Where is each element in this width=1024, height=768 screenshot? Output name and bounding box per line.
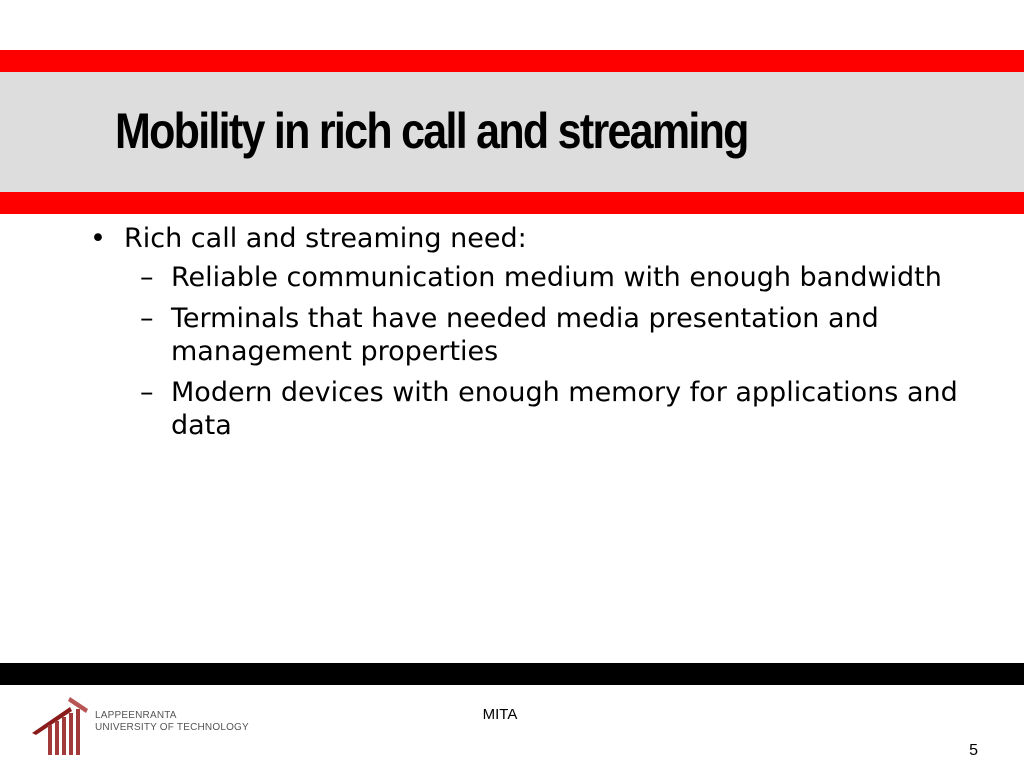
page-number: 5 xyxy=(969,742,978,759)
logo-line-2: UNIVERSITY OF TECHNOLOGY xyxy=(95,722,249,733)
sub-bullet-item xyxy=(90,376,970,442)
lappeenranta-logo-icon xyxy=(30,695,90,759)
sub-bullet-text: Reliable communication medium with enough bandwidth xyxy=(171,262,942,293)
bullet-text: Rich call and streaming need: xyxy=(124,223,527,254)
slide-title: Mobility in rich call and streaming xyxy=(115,103,748,159)
sub-bullet-text: Modern devices with enough memory for applications and data xyxy=(171,377,958,441)
sub-bullet-marker: – xyxy=(140,377,154,408)
header-red-stripe-top xyxy=(0,50,1024,72)
sub-bullet-marker: – xyxy=(140,303,154,334)
footer-black-bar xyxy=(0,663,1024,685)
bullet-item xyxy=(90,222,970,255)
logo-line-1: LAPPEENRANTA xyxy=(95,710,177,721)
header-red-stripe-bottom xyxy=(0,192,1024,214)
sub-bullet-text: Terminals that have needed media presentation and management properties xyxy=(171,303,879,367)
sub-bullet-marker: – xyxy=(140,262,154,293)
slide-content xyxy=(90,222,970,450)
sub-bullet-item xyxy=(90,261,970,294)
bullet-marker: • xyxy=(90,223,106,254)
sub-bullet-list xyxy=(90,261,970,442)
sub-bullet-item xyxy=(90,302,970,368)
footer-center-text: MITA xyxy=(482,706,518,723)
